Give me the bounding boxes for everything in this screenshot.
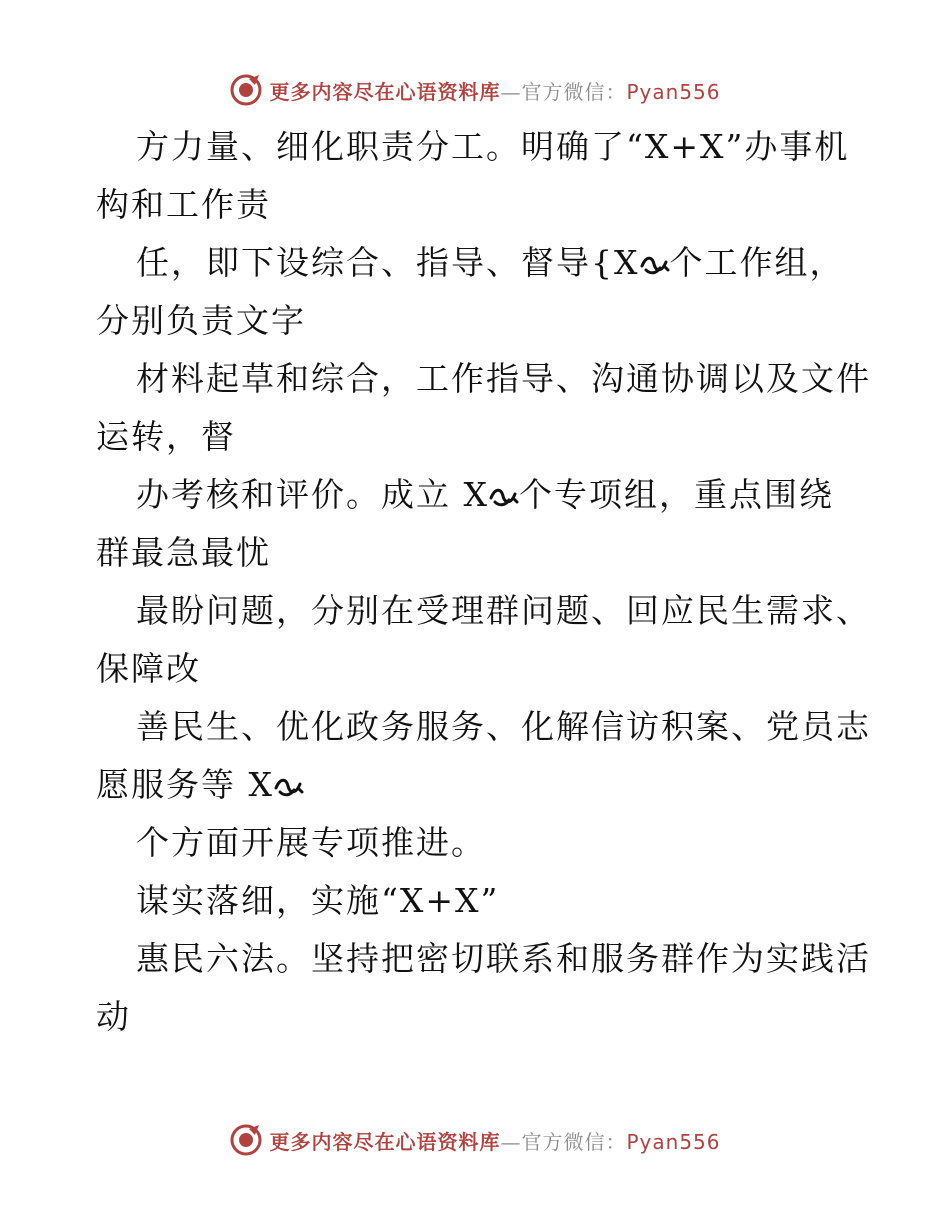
body-line-text: 保障改 — [96, 649, 201, 688]
body-line-4 — [96, 292, 866, 350]
body-line-text: 分别负责文字 — [96, 301, 306, 340]
header-banner-text — [269, 76, 720, 105]
body-line-13 — [96, 814, 866, 872]
body-line-text: 动 — [96, 997, 131, 1036]
header-wechat-label: 官方微信： — [521, 79, 627, 104]
footer-banner-text — [269, 1126, 720, 1155]
body-line-text: 办考核和评价。成立 X — [136, 475, 489, 514]
body-line-text-after: 个专项组，重点围绕 — [518, 475, 834, 514]
header-brand: 更多内容尽在心语资料库 — [269, 79, 501, 104]
body-line-8 — [96, 524, 866, 582]
body-line-text: 谋实落细，实施“X+X” — [136, 881, 500, 920]
body-line-text-after: 个工作组， — [669, 243, 845, 282]
document-body — [96, 118, 871, 1046]
body-line-text: 惠民六法。坚持把密切联系和服务群作为实践活 — [136, 939, 871, 978]
body-line-3 — [96, 234, 866, 292]
body-line-text: 运转，督 — [96, 417, 236, 456]
body-line-10 — [96, 640, 866, 698]
body-line-9 — [96, 582, 871, 640]
brand-logo-icon — [229, 73, 263, 107]
footer-wechat-label: 官方微信： — [521, 1129, 627, 1154]
footer-brand: 更多内容尽在心语资料库 — [269, 1129, 501, 1154]
garbled-glyph-icon — [640, 254, 670, 276]
body-line-15 — [96, 930, 871, 988]
body-line-1 — [96, 118, 866, 176]
body-line-text: 群最急最忧 — [96, 533, 271, 572]
garbled-glyph-icon — [274, 776, 304, 798]
footer-separator: — — [500, 1129, 522, 1154]
body-line-text: 个方面开展专项推进。 — [136, 823, 486, 862]
footer-wechat-id: Pyan556 — [626, 1129, 721, 1154]
header-separator: — — [500, 79, 522, 104]
header-banner — [0, 70, 950, 110]
body-line-11 — [96, 698, 871, 756]
body-line-text: 材料起草和综合，工作指导、沟通协调以及文件 — [136, 359, 871, 398]
brand-logo-icon — [229, 1123, 263, 1157]
footer-banner — [0, 1120, 950, 1160]
body-line-text: 愿服务等 X — [96, 765, 274, 804]
body-line-text: 构和工作责 — [96, 185, 271, 224]
header-wechat-id: Pyan556 — [626, 79, 721, 104]
body-line-text: 方力量、细化职责分工。明确了“X+X”办事机 — [136, 127, 850, 166]
body-line-text: 任，即下设综合、指导、督导{X — [136, 243, 640, 282]
body-line-12 — [96, 756, 866, 814]
body-line-14 — [96, 872, 866, 930]
body-line-5 — [96, 350, 871, 408]
body-line-text: 善民生、优化政务服务、化解信访积案、党员志 — [136, 707, 871, 746]
garbled-glyph-icon — [489, 486, 519, 508]
body-line-2 — [96, 176, 866, 234]
body-line-6 — [96, 408, 866, 466]
body-line-text: 最盼问题，分别在受理群问题、回应民生需求、 — [136, 591, 871, 630]
body-line-7 — [96, 466, 866, 524]
body-line-16 — [96, 988, 866, 1046]
